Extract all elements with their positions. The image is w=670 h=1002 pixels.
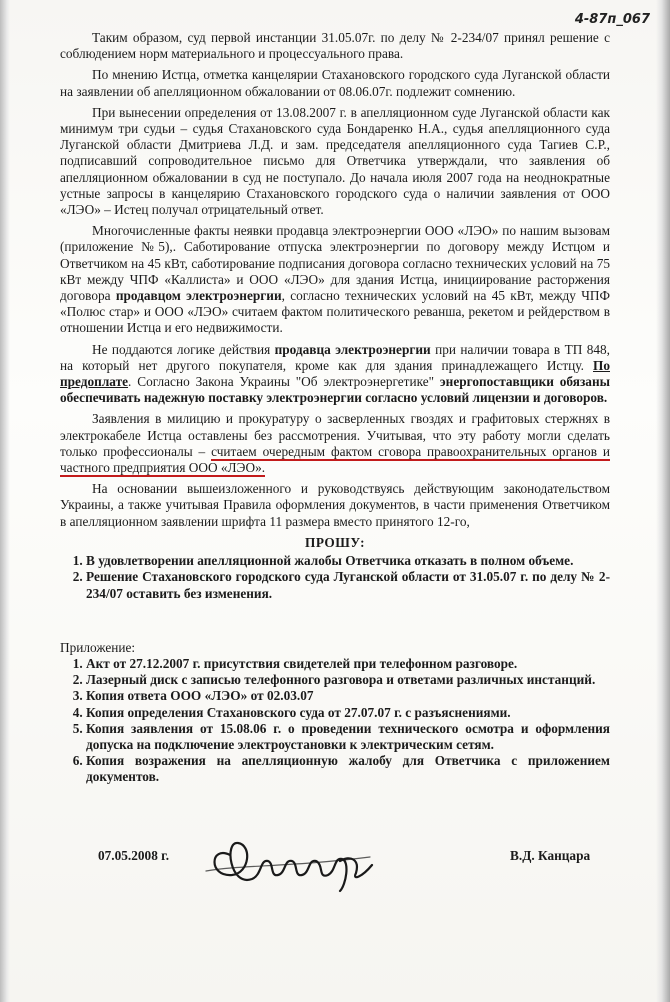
- request-item: 2. Решение Стахановского городского суда Луганской области от 31.05.07 г. по делу № 2-234/07 оставить без изменения.: [86, 569, 610, 601]
- paragraph: [60, 481, 610, 530]
- request-list: [60, 553, 610, 602]
- paragraph-text: энергопоставщики обязаны обеспечивать надежную поставку электроэнергии согласно условий лицензии и договоров.: [60, 374, 610, 406]
- handwritten-signature: [200, 815, 390, 895]
- paragraph-text: При вынесении определения от 13.08.2007 г. в апелляционном суде Луганской области как минимум три судьи – судья Стахановского суда Бондаренко Н.А., судья апелляционного суда Луганской области Дмитриева Л.Д. и зам. председателя апелляционного суда Тагиев С.Р., подписавший сопроводительное письмо для Ответчика утверждали, что заявления об апелляционном обжаловании в суд не поступало. До начала июля 2007 года на неоднократные устные запросы в канцелярию Стахановского городского суда о наличии заявления от ООО «ЛЭО» – Истец получал отрицательный ответ.: [60, 104, 610, 218]
- paragraph-text: Таким образом, суд первой инстанции 31.05.07г. по делу № 2-234/07 принял решение с соблюдением норм материального и процессуального права.: [60, 30, 610, 62]
- request-item: 1. В удовлетворении апелляционной жалобы Ответчика отказать в полном объеме.: [86, 553, 610, 569]
- paragraph-text: , согласно технических условий на 45 кВт, между ЧПФ «Полюс стар» и ООО «ЛЭО» считаем фактом политического реванша, рекетом и рейдерством в отношении Истца и его недвижимости.: [60, 288, 610, 336]
- paragraph: [60, 105, 610, 218]
- paragraph-text: Заявления в милицию и прокуратуру о засверленных гвоздях и графитовых стержнях в электрокабеле Истца оставлены без рассмотрения. Учитывая, что эту работу могли сделать только профессионалы –: [60, 411, 610, 459]
- attachments-heading: Приложение:: [60, 639, 136, 655]
- paragraph-text: считаем очередным фактом сговора правоохранительных органов и частного предприятия ООО «ЛЭО».: [60, 443, 610, 476]
- page-reference: 4-87п_067: [574, 12, 650, 27]
- attachments-list: [60, 656, 610, 786]
- attachment-item: 6. Копия возражения на апелляционную жалобу для Ответчика с приложением документов.: [86, 753, 610, 785]
- paragraph-text: Многочисленные факты неявки продавца электроэнергии ООО «ЛЭО» по нашим вызовам (приложение №5),. Саботирование отпуска электроэнергии по договору между Истцом и Ответчиком на 45 кВт, саботирование подписания договора согласно технических условий на 75 кВт между ЧПФ «Каллиста» и ООО «ЛЭО» для здания Истца, инициирование расторжения договора: [60, 223, 610, 304]
- paragraph-text: По мнению Истца, отметка канцелярии Стахановского городского суда Луганской области на заявлении об апелляционном обжаловании от 08.06.07г. подлежит сомнению.: [60, 67, 610, 99]
- scan-edge-left: [0, 0, 10, 1002]
- paragraph-text: при наличии товара в ТП 848, на который нет другого покупателя, кроме как для здания принадлежащего Истцу.: [60, 341, 610, 373]
- paragraph-text: Не поддаются логике действия: [92, 341, 275, 357]
- paragraph-text: На основании вышеизложенного и руководствуясь действующим законодательством Украины, а также учитывая Правила оформления документов, в части применения Ответчиком в апелляционном заявлении шрифта 11 размера вместо принятого 12-го,: [60, 481, 610, 529]
- attachment-item: 5. Копия заявления от 15.08.06 г. о проведении технического осмотра и оформления допуска на подключение электроустановки к электрическим сетям.: [86, 721, 610, 753]
- signature-date: 07.05.2008 г.: [98, 848, 170, 863]
- paragraph: [60, 342, 610, 407]
- paragraphs: [60, 30, 610, 530]
- paragraph: [60, 67, 610, 99]
- paragraph-text: По предоплате: [60, 357, 610, 390]
- scan-edge-right: [656, 0, 670, 1002]
- paragraph-text: продавцом электроэнергии: [115, 288, 282, 304]
- paragraph-text: . Согласно Закона Украины "Об электроэнергетике": [128, 374, 440, 390]
- paragraph: [60, 223, 610, 336]
- document-body: [60, 30, 610, 786]
- attachment-item: 1. Акт от 27.12.2007 г. присутствия свидетелей при телефонном разговоре.: [86, 656, 610, 672]
- signatory-name: В.Д. Канцара: [510, 848, 591, 863]
- request-heading: ПРОШУ:: [304, 534, 365, 550]
- attachment-item: 3. Копия ответа ООО «ЛЭО» от 02.03.07: [86, 688, 610, 704]
- attachment-item: 4. Копия определения Стахановского суда от 27.07.07 г. с разъяснениями.: [86, 705, 610, 721]
- paragraph: [60, 30, 610, 62]
- paragraph: [60, 411, 610, 476]
- paragraph-text: продавца электроэнергии: [274, 341, 431, 357]
- attachment-item: 2. Лазерный диск с записью телефонного разговора и ответами различных инстанций.: [86, 672, 610, 688]
